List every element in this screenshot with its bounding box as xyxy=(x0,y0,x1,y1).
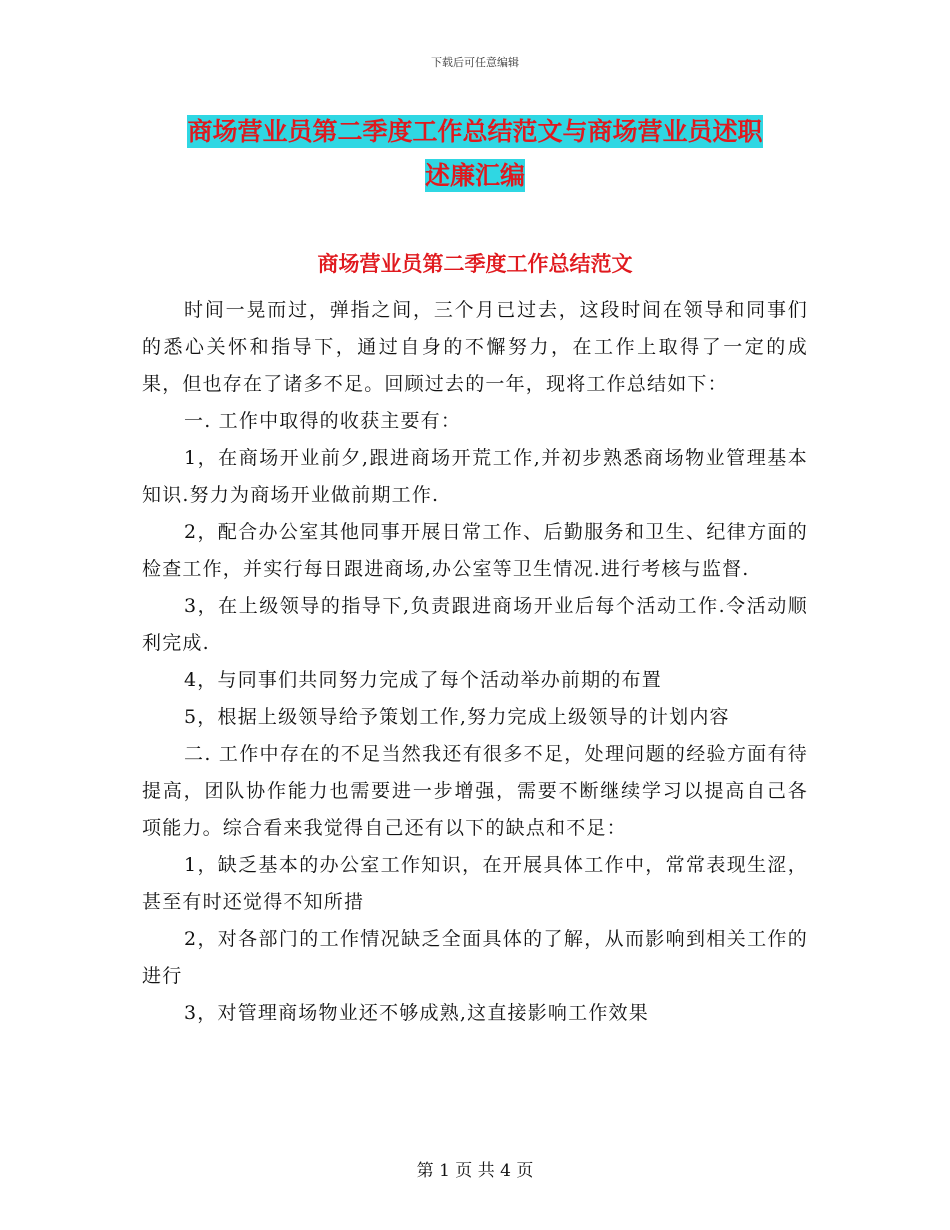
paragraph-shortcoming-2: 2，对各部门的工作情况缺乏全面具体的了解，从而影响到相关工作的进行 xyxy=(142,928,808,987)
main-title-line-2: 述廉汇编 xyxy=(424,161,525,190)
header-note: 下载后可任意编辑 xyxy=(431,56,519,69)
paragraph-achievement-2: 2，配合办公室其他同事开展日常工作、后勤服务和卫生、纪律方面的检查工作，并实行每日跟进商场,办公室等卫生情况.进行考核与监督. xyxy=(142,521,808,580)
paragraph-intro: 时间一晃而过，弹指之间，三个月已过去，这段时间在领导和同事们的悉心关怀和指导下，通过自身的不懈努力，在工作上取得了一定的成果，但也存在了诸多不足。回顾过去的一年，现将工作总结如下： xyxy=(142,299,808,395)
document-body xyxy=(142,292,808,1032)
paragraph-shortcomings-heading: 二. 工作中存在的不足当然我还有很多不足，处理问题的经验方面有待提高，团队协作能力也需要进一步增强，需要不断继续学习以提高自己各项能力。综合看来我觉得自己还有以下的缺点和不足： xyxy=(142,743,808,839)
paragraph-achievement-3: 3，在上级领导的指导下,负责跟进商场开业后每个活动工作.令活动顺利完成. xyxy=(142,595,808,654)
paragraph-achievement-4: 4，与同事们共同努力完成了每个活动举办前期的布置 xyxy=(184,669,662,691)
document-main-title xyxy=(140,110,810,198)
page-indicator: 第 1 页 共 4 页 xyxy=(416,1161,534,1181)
paragraph-shortcoming-3: 3，对管理商场物业还不够成熟,这直接影响工作效果 xyxy=(184,1002,649,1024)
section-title: 商场营业员第二季度工作总结范文 xyxy=(317,252,633,276)
paragraph-shortcoming-1: 1，缺乏基本的办公室工作知识，在开展具体工作中，常常表现生涩，甚至有时还觉得不知所措 xyxy=(142,854,808,913)
paragraph-achievement-5: 5，根据上级领导给予策划工作,努力完成上级领导的计划内容 xyxy=(184,706,730,728)
paragraph-achievements-heading: 一. 工作中取得的收获主要有： xyxy=(184,410,462,432)
paragraph-achievement-1: 1，在商场开业前夕,跟进商场开荒工作,并初步熟悉商场物业管理基本知识.努力为商场开业做前期工作. xyxy=(142,447,808,506)
main-title-line-1: 商场营业员第二季度工作总结范文与商场营业员述职 xyxy=(187,117,763,146)
